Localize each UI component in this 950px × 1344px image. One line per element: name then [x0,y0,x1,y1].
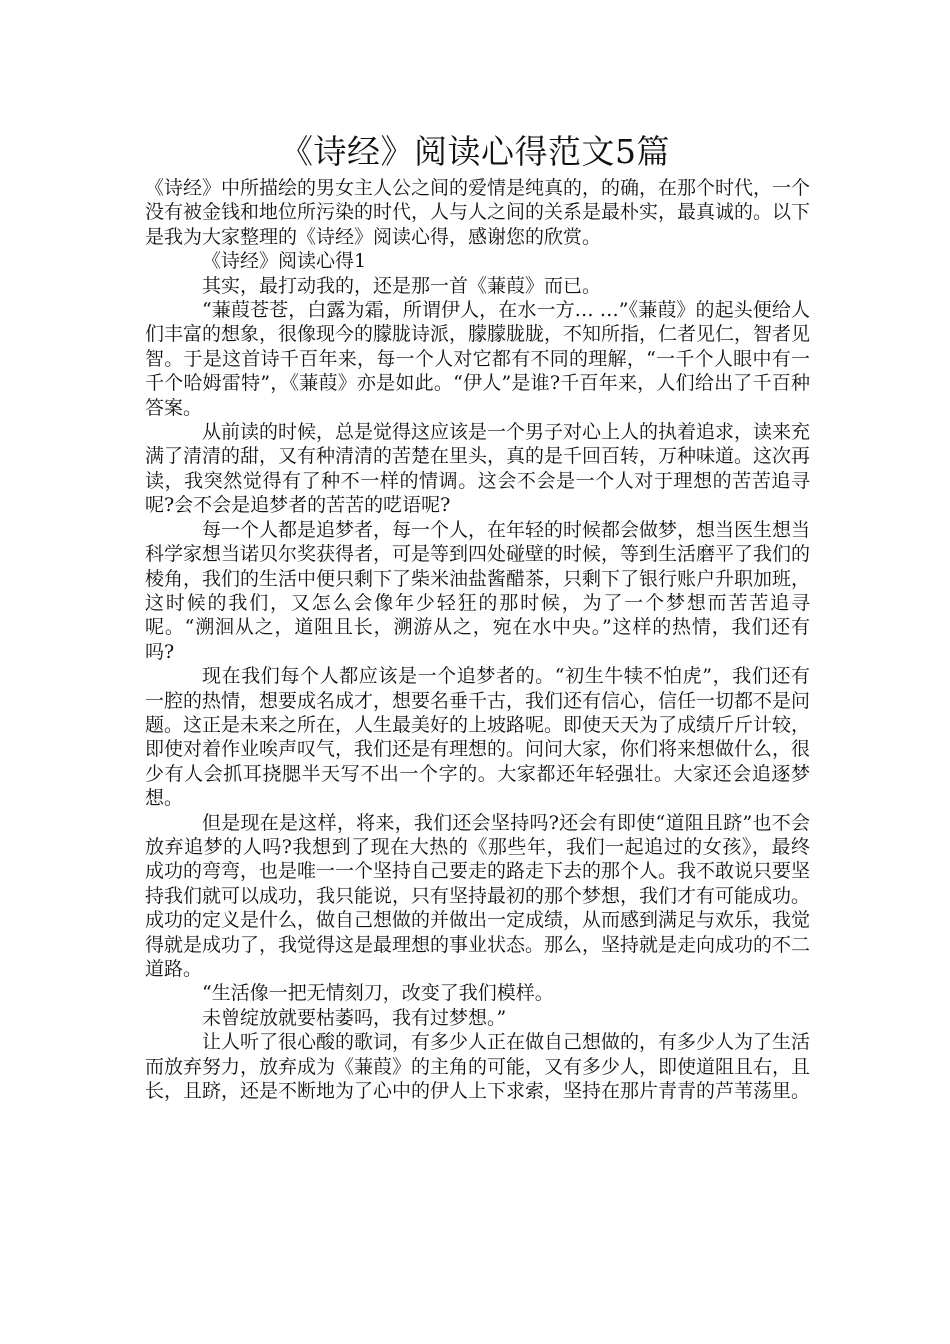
paragraph: 其实，最打动我的，还是那一首《蒹葭》而已。 [202,274,602,297]
paragraph: 未曾绽放就要枯萎吗，我有过梦想。” [202,1006,507,1029]
paragraph: “蒹葭苍苍，白露为霜，所谓伊人，在水一方… …”《蒹葭》的起头便给人们丰富的想象，很像现今的朦胧诗派，朦朦胧胧，不知所指，仁者见仁，智者见智。于是这首诗千百年来，每一个人对它都有不同的理解，“一千个人眼中有一千个哈姆雷特”，《蒹葭》亦是如此。“伊人”是谁?千百年来，人们给出了千百种答案。 [145,299,811,419]
paragraph: 但是现在是这样，将来，我们还会坚持吗?还会有即使“道阻且跻”也不会放弃追梦的人吗?我想到了现在大热的《那些年，我们一起追过的女孩》，最终成功的弯弯，也是唯一一个坚持自己要走的路走下去的那个人。我不敢说只要坚持我们就可以成功，我只能说，只有坚持最初的那个梦想，我们才有可能成功。成功的定义是什么，做自己想做的并做出一定成绩，从而感到满足与欢乐，我觉得就是成功了，我觉得这是最理想的事业状态。那么，坚持就是走向成功的不二道路。 [145,811,811,980]
paragraph: 现在我们每个人都应该是一个追梦者的。“初生牛犊不怕虎”，我们还有一腔的热情，想要成名成才，想要名垂千古，我们还有信心，信任一切都不是问题。这正是未来之所在，人生最美好的上坡路呢。即使天天为了成绩斤斤计较，即使对着作业唉声叹气，我们还是有理想的。问问大家，你们将来想做什么，很少有人会抓耳挠腮半天写不出一个字的。大家都还年轻强壮。大家还会追逐梦想。 [145,665,811,810]
document-body [145,176,810,1103]
paragraph: “生活像一把无情刻刀，改变了我们模样。 [202,982,554,1005]
paragraph: 每一个人都是追梦者，每一个人，在年轻的时候都会做梦，想当医生想当科学家想当诺贝尔奖获得者，可是等到四处碰壁的时候，等到生活磨平了我们的棱角，我们的生活中便只剩下了柴米油盐酱醋茶，只剩下了银行账户升职加班，这时候的我们，又怎么会像年少轻狂的那时候，为了一个梦想而苦苦追寻呢。“溯洄从之，道阻且长，溯游从之，宛在水中央。”这样的热情，我们还有吗? [145,518,811,663]
document-title: 《诗经》阅读心得范文5篇 [280,132,670,171]
paragraph: 让人听了很心酸的歌词，有多少人正在做自己想做的，有多少人为了生活而放弃努力，放弃成为《蒹葭》的主角的可能，又有多少人，即使道阻且右，且长，且跻，还是不断地为了心中的伊人上下求索，坚持在那片青青的芦苇荡里。 [145,1031,811,1103]
paragraph: 《诗经》中所描绘的男女主人公之间的爱情是纯真的，的确，在那个时代，一个没有被金钱和地位所污染的时代，人与人之间的关系是最朴实，最真诚的。以下是我为大家整理的《诗经》阅读心得，感谢您的欣赏。 [145,177,811,248]
paragraph: 从前读的时候，总是觉得这应该是一个男子对心上人的执着追求，读来充满了清清的甜，又有种清清的苦楚在里头，真的是千回百转，万种味道。这次再读，我突然觉得有了种不一样的情调。这会不会是一个人对于理想的苦苦追寻呢?会不会是追梦者的苦苦的呓语呢? [145,421,811,517]
paragraph: 《诗经》阅读心得1 [202,250,367,273]
